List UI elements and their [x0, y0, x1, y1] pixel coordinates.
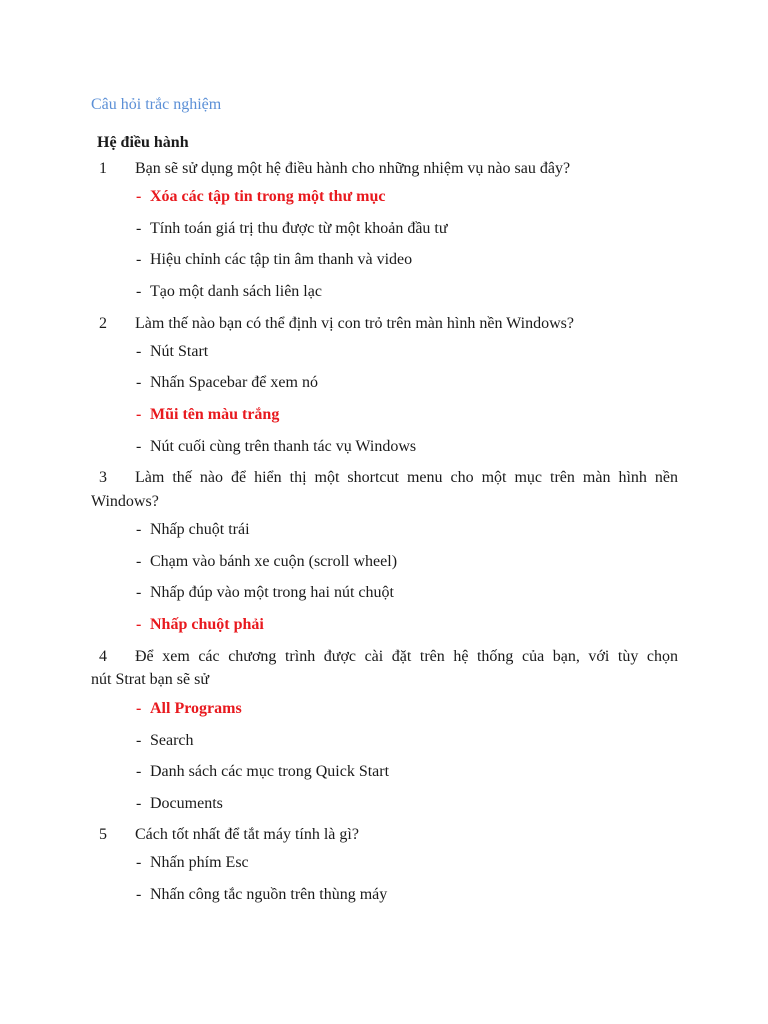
- option-dash: -: [136, 795, 142, 812]
- option-text: Nhấn phím Esc: [150, 854, 249, 871]
- question-text: Bạn sẽ sử dụng một hệ điều hành cho những nhiệm vụ nào sau đây?: [135, 160, 571, 177]
- option-dash: -: [136, 763, 142, 780]
- answer-option: [136, 795, 223, 813]
- question-number: 3: [99, 469, 107, 486]
- option-dash: -: [136, 406, 142, 423]
- answer-option-correct: [136, 616, 264, 634]
- question-number: 5: [99, 826, 107, 843]
- option-dash: -: [136, 343, 142, 360]
- option-dash: -: [136, 521, 142, 538]
- answer-option: [136, 854, 249, 872]
- answer-option: [136, 220, 448, 238]
- option-text: Nhấn Spacebar để xem nó: [150, 374, 318, 391]
- option-dash: -: [136, 220, 142, 237]
- answer-option: [136, 763, 389, 781]
- answer-option: [136, 584, 394, 602]
- option-dash: -: [136, 732, 142, 749]
- document-title: Câu hỏi trắc nghiệm: [91, 96, 222, 113]
- option-text: All Programs: [150, 700, 242, 717]
- question-number: 2: [99, 315, 107, 332]
- answer-option: [136, 343, 208, 361]
- answer-option: [136, 251, 412, 269]
- question-text-line-1: Làm thế nào để hiển thị một shortcut menu cho một mục trên màn hình nền: [135, 469, 678, 486]
- option-dash: -: [136, 854, 142, 871]
- option-dash: -: [136, 886, 142, 903]
- answer-option: [136, 886, 387, 904]
- question-text-line-2: nút Strat bạn sẽ sử: [91, 671, 209, 688]
- answer-option-correct: [136, 188, 386, 206]
- option-text: Nhấp đúp vào một trong hai nút chuột: [150, 584, 394, 601]
- option-dash: -: [136, 374, 142, 391]
- question-number: 1: [99, 160, 107, 177]
- option-text: Nhấp chuột trái: [150, 521, 250, 538]
- option-text: Mũi tên màu trắng: [150, 406, 280, 423]
- section-heading: Hệ điều hành: [97, 134, 189, 151]
- option-text: Tạo một danh sách liên lạc: [150, 283, 322, 300]
- option-text: Documents: [150, 795, 223, 812]
- option-dash: -: [136, 616, 142, 633]
- answer-option-correct: [136, 406, 279, 424]
- option-text: Nút Start: [150, 343, 209, 360]
- question-number: 4: [99, 648, 107, 665]
- answer-option: [136, 553, 397, 571]
- question-text-line-2: Windows?: [91, 493, 159, 510]
- option-text: Tính toán giá trị thu được từ một khoản đầu tư: [150, 220, 448, 237]
- option-text: Search: [150, 732, 194, 749]
- option-dash: -: [136, 584, 142, 601]
- option-text: Danh sách các mục trong Quick Start: [150, 763, 390, 780]
- option-text: Nhấp chuột phải: [150, 616, 264, 633]
- answer-option: [136, 521, 250, 539]
- question-text: Cách tốt nhất để tắt máy tính là gì?: [135, 826, 359, 843]
- option-text: Chạm vào bánh xe cuộn (scroll wheel): [150, 553, 398, 570]
- question-text-line-1: Để xem các chương trình được cài đặt trên hệ thống của bạn, với tùy chọn: [135, 648, 678, 665]
- option-text: Nút cuối cùng trên thanh tác vụ Windows: [150, 438, 417, 455]
- option-text: Xóa các tập tin trong một thư mục: [150, 188, 386, 205]
- answer-option: [136, 283, 322, 301]
- option-dash: -: [136, 438, 142, 455]
- answer-option: [136, 438, 416, 456]
- option-dash: -: [136, 251, 142, 268]
- answer-option-correct: [136, 700, 242, 718]
- option-dash: -: [136, 700, 142, 717]
- question-text: Làm thế nào bạn có thể định vị con trỏ trên màn hình nền Windows?: [135, 315, 574, 332]
- option-dash: -: [136, 553, 142, 570]
- option-text: Nhấn công tắc nguồn trên thùng máy: [150, 886, 388, 903]
- answer-option: [136, 374, 318, 392]
- option-dash: -: [136, 188, 142, 205]
- option-dash: -: [136, 283, 142, 300]
- answer-option: [136, 732, 194, 750]
- option-text: Hiệu chỉnh các tập tin âm thanh và video: [150, 251, 413, 268]
